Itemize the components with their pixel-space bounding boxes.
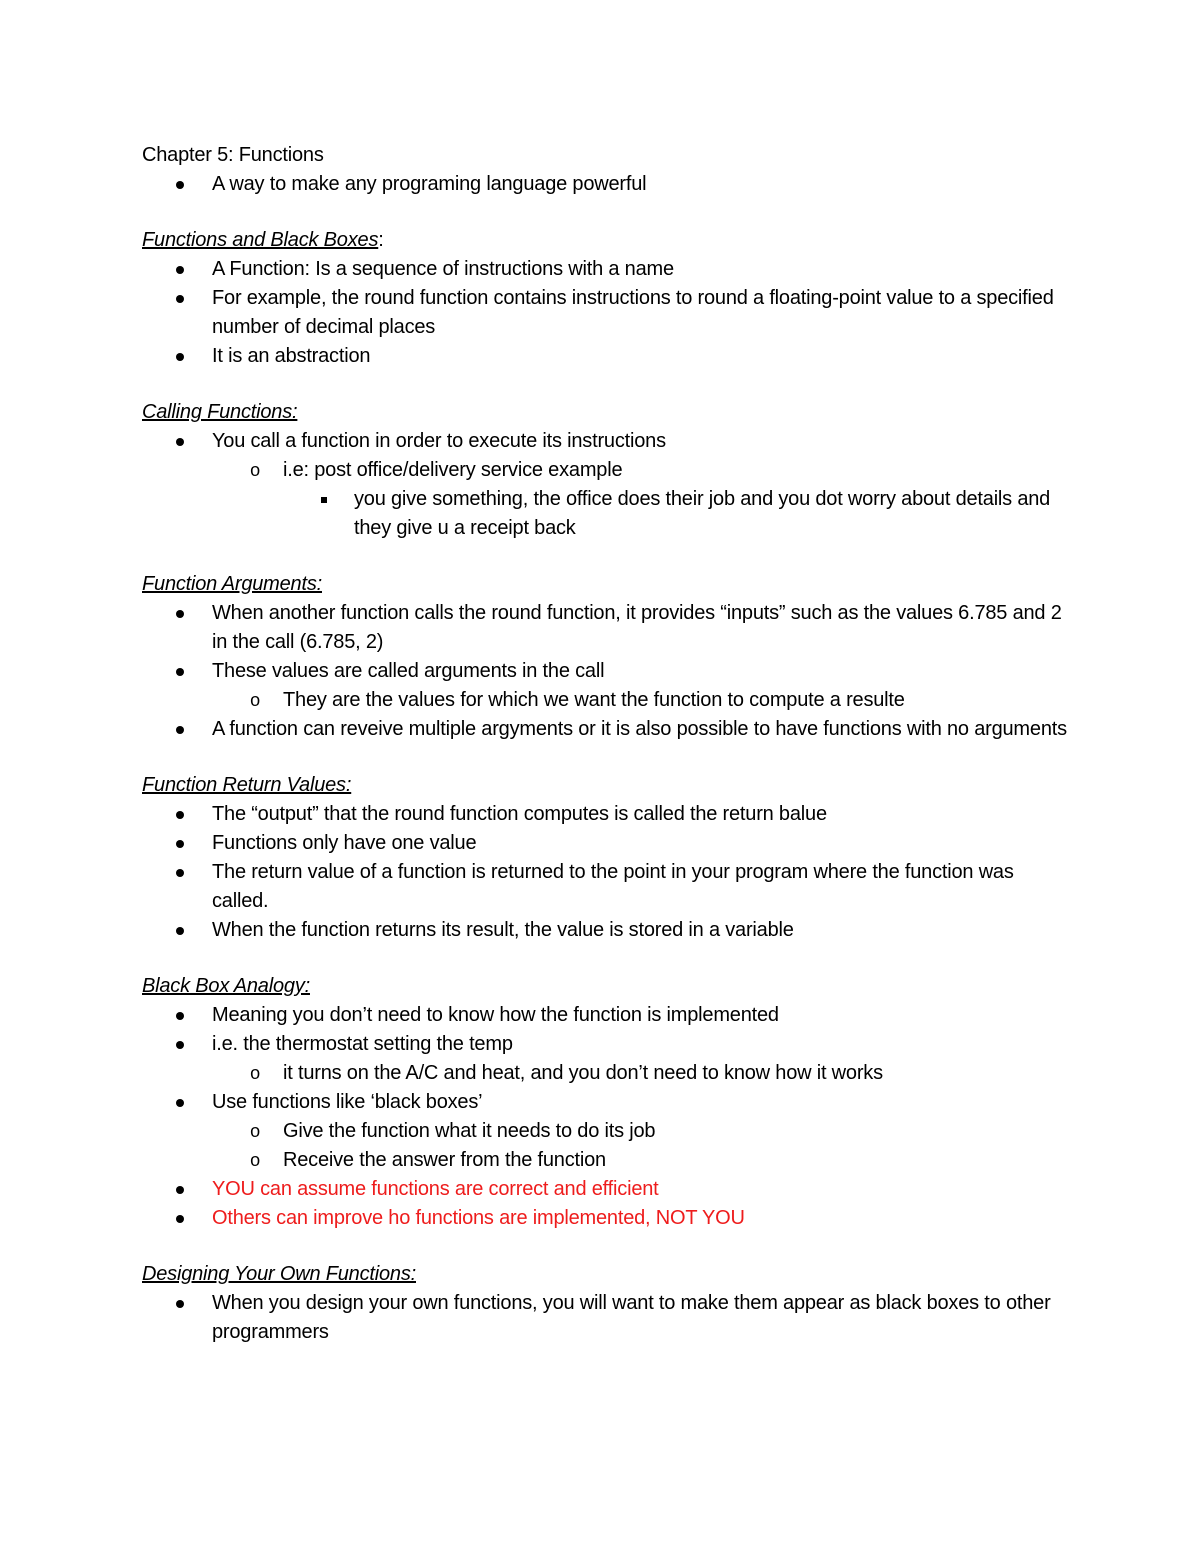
bullet-icon xyxy=(170,829,190,858)
highlighted-list-item: Others can improve ho functions are implemented, NOT YOU xyxy=(142,1204,1067,1233)
list-item: When you design your own functions, you will want to make them appear as black boxes to other programmers xyxy=(142,1289,1067,1347)
list-item: A function can reveive multiple argyments or it is also possible to have functions with no arguments xyxy=(142,715,1067,744)
section-heading: Black Box Analogy: xyxy=(142,975,310,997)
list-item: It is an abstraction xyxy=(142,342,1067,371)
circle-bullet-icon: o xyxy=(250,690,260,710)
list-item: Meaning you don’t need to know how the function is implemented xyxy=(142,1001,1067,1030)
bullet-icon xyxy=(170,255,190,284)
section-heading: Functions and Black Boxes: xyxy=(142,229,384,251)
bullet-icon xyxy=(170,657,190,686)
section-heading: Function Return Values: xyxy=(142,774,352,796)
highlighted-list-item: YOU can assume functions are correct and efficient xyxy=(142,1175,1067,1204)
sub-list-item: o They are the values for which we want the function to compute a resulte xyxy=(142,686,1067,715)
list-item: Functions only have one value xyxy=(142,829,1067,858)
bullet-icon xyxy=(170,1204,190,1233)
bullet-icon xyxy=(170,1001,190,1030)
bullet-icon xyxy=(170,1175,190,1204)
list-item: For example, the round function contains instructions to round a floating-point value to a specified number of decimal places xyxy=(142,284,1067,342)
list-item: These values are called arguments in the call xyxy=(142,657,1067,686)
document-page xyxy=(142,141,1067,1347)
list-item: The return value of a function is returned to the point in your program where the function was called. xyxy=(142,858,1067,916)
list-item: i.e. the thermostat setting the temp xyxy=(142,1030,1067,1059)
sub-list-item: o i.e: post office/delivery service example xyxy=(142,456,1067,485)
list-item: The “output” that the round function computes is called the return balue xyxy=(142,800,1067,829)
sub-sub-list-item: you give something, the office does their job and you dot worry about details and they give u a receipt back xyxy=(142,485,1067,543)
sub-list-item: o Receive the answer from the function xyxy=(142,1146,1067,1175)
bullet-icon xyxy=(170,916,190,945)
bullet-icon xyxy=(170,284,190,313)
list-item: Use functions like ‘black boxes’ xyxy=(142,1088,1067,1117)
circle-bullet-icon: o xyxy=(250,460,260,480)
section-heading: Calling Functions: xyxy=(142,401,298,423)
bullet-icon xyxy=(170,599,190,628)
page-title: Chapter 5: Functions xyxy=(142,144,324,166)
bullet-icon xyxy=(170,170,190,199)
list-item: When the function returns its result, the value is stored in a variable xyxy=(142,916,1067,945)
sub-list-item: o Give the function what it needs to do its job xyxy=(142,1117,1067,1146)
bullet-icon xyxy=(170,1030,190,1059)
list-item: When another function calls the round function, it provides “inputs” such as the values 6.785 and 2 in the call (6.785, 2) xyxy=(142,599,1067,657)
bullet-icon xyxy=(170,1088,190,1117)
circle-bullet-icon: o xyxy=(250,1121,260,1141)
bullet-icon xyxy=(170,1289,190,1318)
sub-list-item: o it turns on the A/C and heat, and you don’t need to know how it works xyxy=(142,1059,1067,1088)
circle-bullet-icon: o xyxy=(250,1063,260,1083)
list-item: A Function: Is a sequence of instructions with a name xyxy=(142,255,1067,284)
bullet-icon xyxy=(170,858,190,887)
list-item: A way to make any programing language powerful xyxy=(142,170,1067,199)
list-item: You call a function in order to execute its instructions xyxy=(142,427,1067,456)
section-heading: Designing Your Own Functions: xyxy=(142,1263,416,1285)
bullet-icon xyxy=(170,427,190,456)
circle-bullet-icon: o xyxy=(250,1150,260,1170)
section-heading: Function Arguments: xyxy=(142,573,322,595)
bullet-icon xyxy=(170,342,190,371)
bullet-icon xyxy=(170,715,190,744)
square-bullet-icon xyxy=(314,485,334,514)
bullet-icon xyxy=(170,800,190,829)
